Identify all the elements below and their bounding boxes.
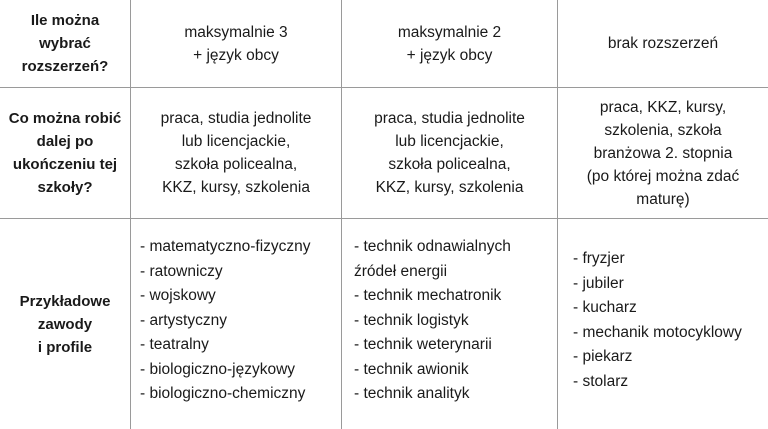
header-line: rozszerzeń? [21, 58, 109, 75]
cell-line: lub licencjackie, [181, 133, 291, 150]
cell-line: praca, studia jednolite [374, 110, 525, 127]
list-item: - kucharz [573, 296, 742, 321]
list-item: - artystyczny [140, 309, 311, 334]
row-header-professions [0, 219, 130, 429]
list-item: - technik awionik [354, 358, 511, 383]
list-item: - technik weterynarii [354, 333, 511, 358]
profession-list-liceum [140, 235, 311, 407]
cell-next-technikum [342, 88, 557, 218]
header-line: szkoły? [37, 179, 93, 196]
list-item: - technik logistyk [354, 309, 511, 334]
cell-line: praca, studia jednolite [160, 110, 312, 127]
cell-extensions-liceum [131, 0, 341, 87]
list-item: - piekarz [573, 345, 742, 370]
cell-line: branżowa 2. stopnia [593, 144, 733, 162]
cell-line: (po której można zdać [586, 167, 740, 185]
row-header-extensions [0, 0, 130, 87]
header-line: ukończeniu tej [12, 156, 118, 173]
list-item: - matematyczno-fizyczny [140, 235, 311, 260]
list-item: - ratowniczy [140, 260, 311, 285]
list-item: - biologiczno-językowy [140, 358, 311, 383]
cell-line: brak rozszerzeń [607, 35, 719, 52]
profession-list-branzowa [573, 247, 742, 394]
cell-line: + język obcy [406, 46, 493, 64]
list-item: - technik mechatronik [354, 284, 511, 309]
list-item-text: źródeł energii [354, 262, 448, 280]
cell-line: maksymalnie 2 [397, 23, 502, 41]
list-item: - fryzjer [573, 247, 742, 272]
cell-line: praca, KKZ, kursy, [599, 98, 727, 116]
header-line: Przykładowe [19, 292, 111, 310]
header-line: dalej po [36, 133, 94, 150]
header-line: zawody [37, 315, 93, 333]
header-line: Co można robić [8, 110, 122, 127]
cell-line: szkoła policealna, [388, 156, 511, 173]
cell-next-branzowa [558, 88, 768, 218]
list-item: - biologiczno-chemiczny [140, 382, 311, 407]
cell-line: + język obcy [193, 46, 279, 64]
cell-line: lub licencjackie, [395, 133, 504, 150]
cell-line: KKZ, kursy, szkolenia [375, 179, 524, 196]
cell-line: szkolenia, szkoła [604, 121, 722, 139]
cell-line: maksymalnie 3 [184, 23, 288, 41]
header-line: i profile [37, 338, 93, 356]
header-line: Ile można [30, 12, 100, 29]
list-item-continuation [354, 260, 511, 285]
list-item: - technik odnawialnych [354, 235, 511, 260]
list-item: - technik analityk [354, 382, 511, 407]
profession-list-technikum [354, 235, 511, 407]
header-line: wybrać [39, 35, 91, 52]
cell-extensions-technikum [342, 0, 557, 87]
list-item: - wojskowy [140, 284, 311, 309]
list-item: - mechanik motocyklowy [573, 321, 742, 346]
row-header-next-steps [0, 88, 130, 218]
cell-extensions-branzowa [558, 0, 768, 87]
list-item: - teatralny [140, 333, 311, 358]
list-item: - jubiler [573, 272, 742, 297]
cell-line: KKZ, kursy, szkolenia [162, 179, 310, 196]
list-item: - stolarz [573, 370, 742, 395]
cell-line: szkoła policealna, [174, 156, 298, 173]
cell-line: maturę) [636, 190, 690, 208]
cell-next-liceum [131, 88, 341, 218]
